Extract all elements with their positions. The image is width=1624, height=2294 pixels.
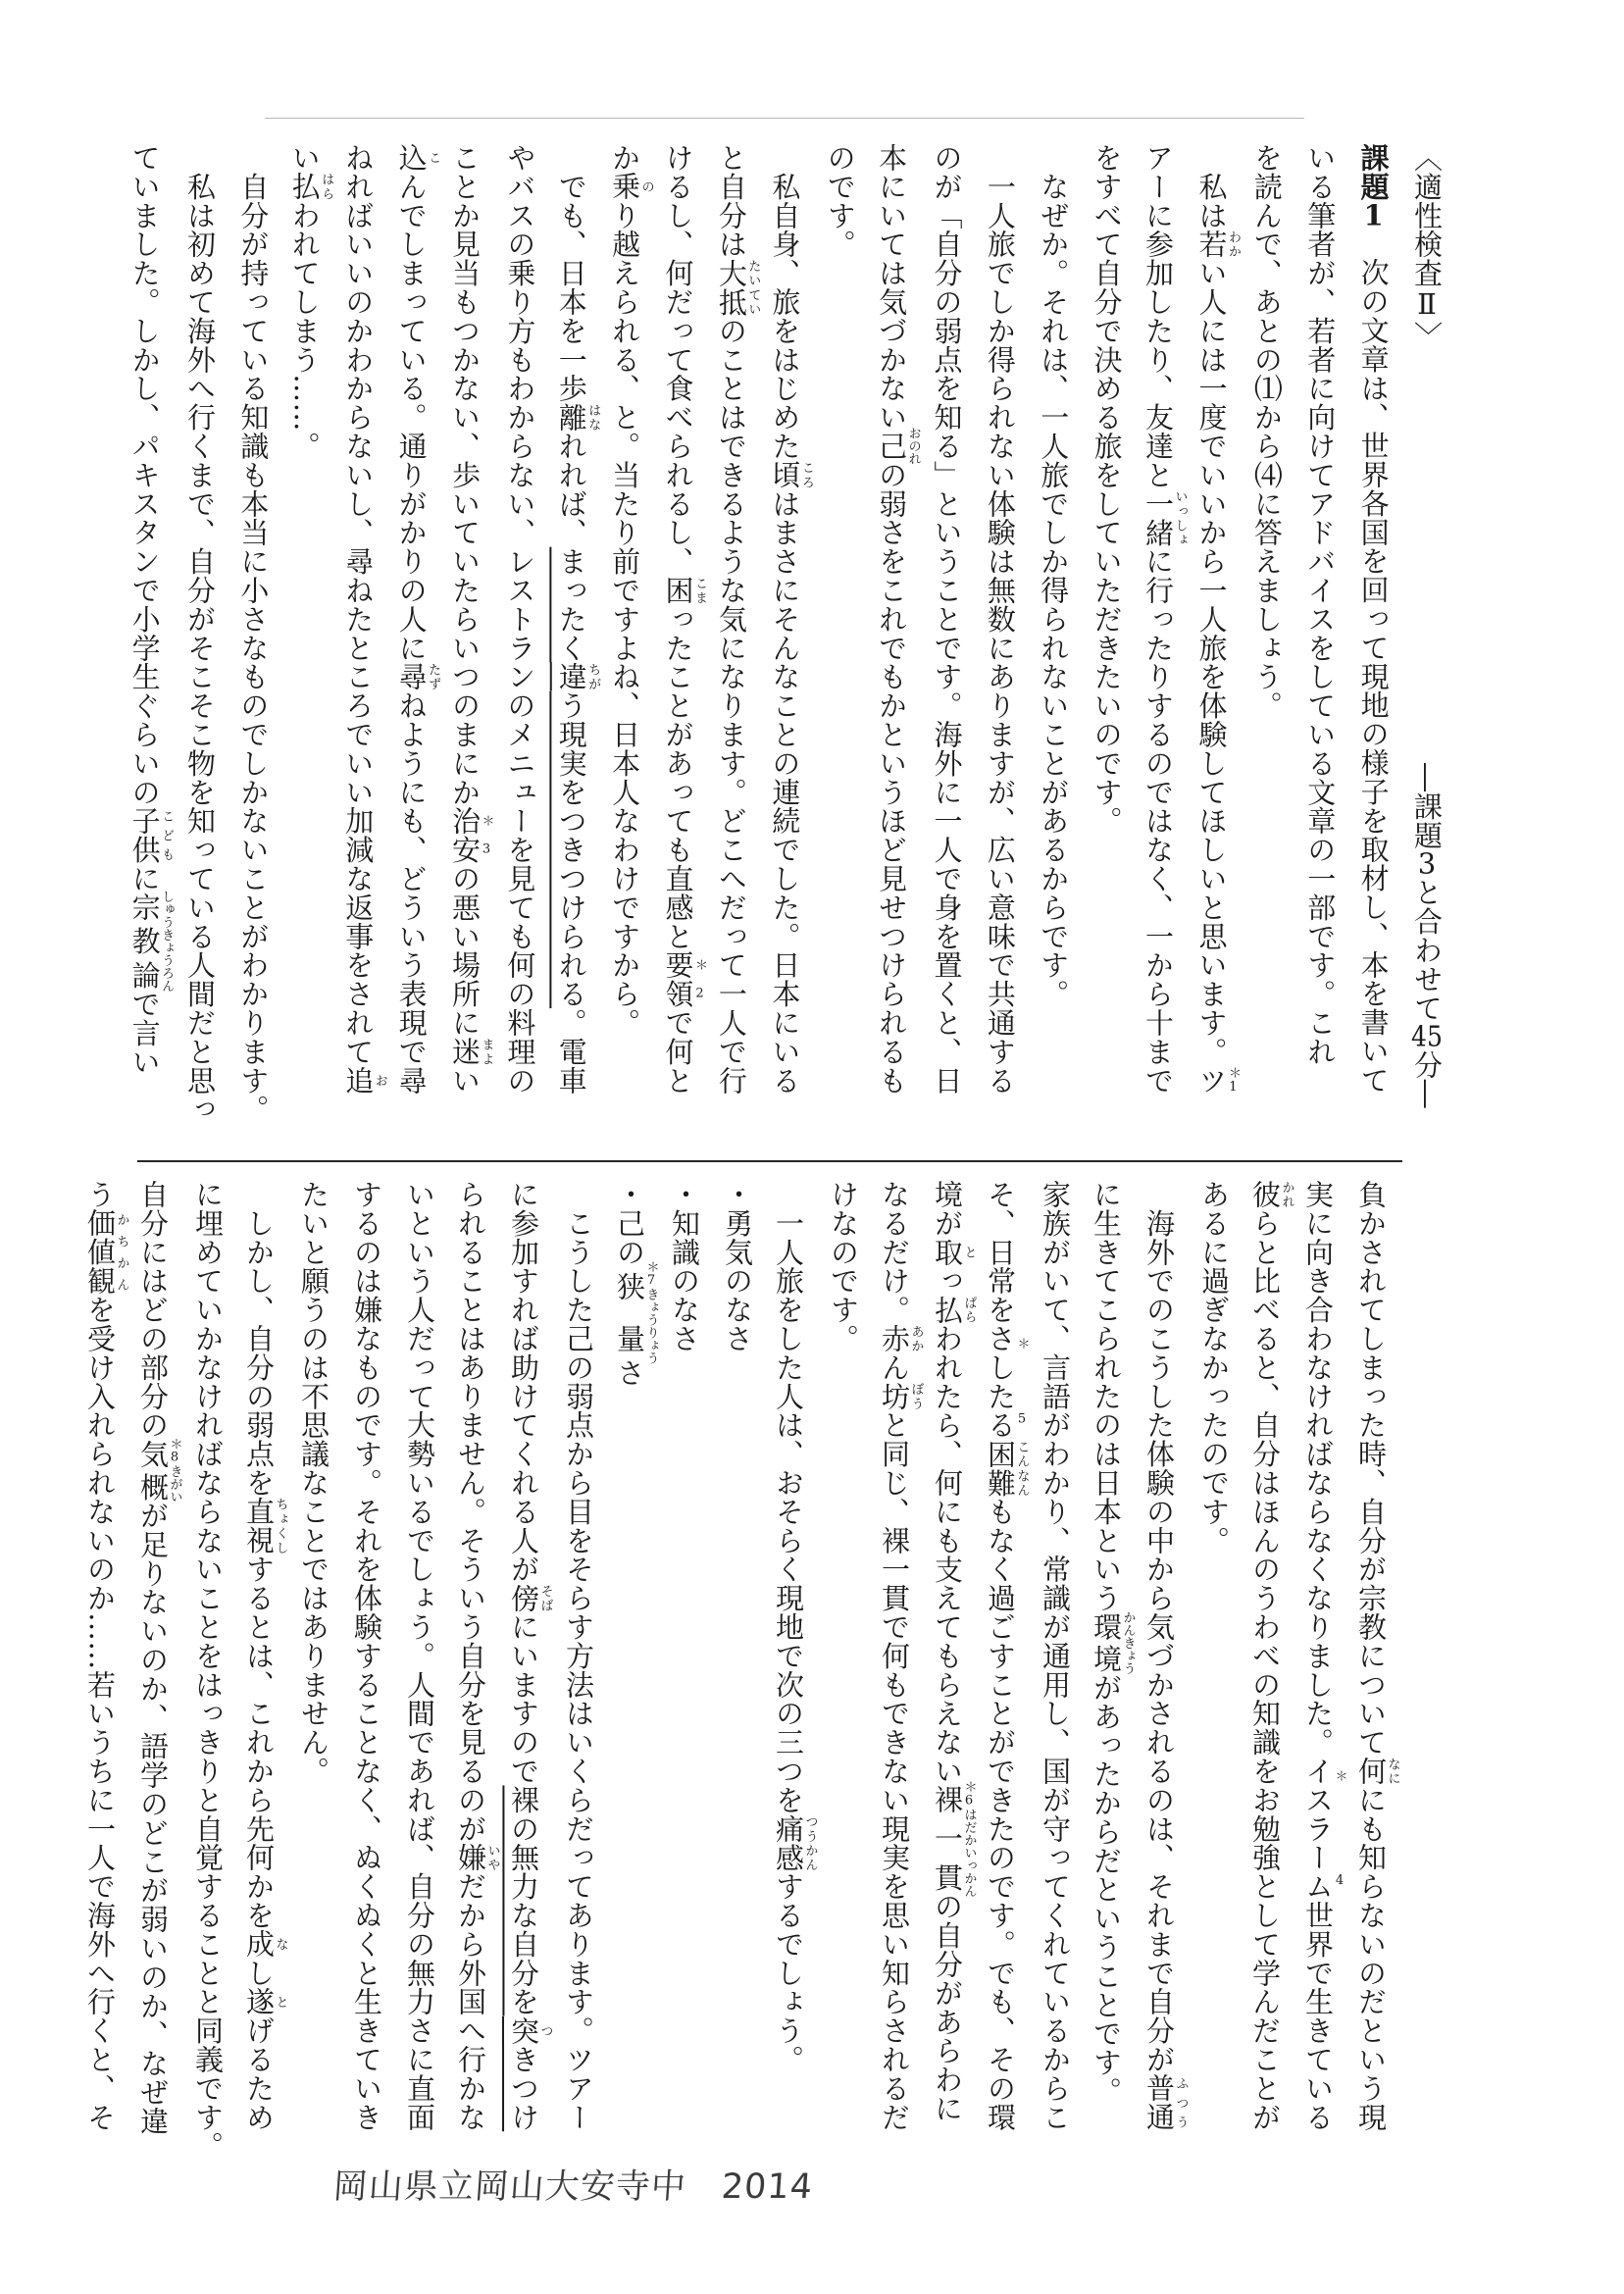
passage-line: をすべて自分で決める旅をしていただきたいのです。: [1090, 143, 1124, 836]
furigana-word: 払はら: [287, 172, 334, 201]
exam-header: [1400, 143, 1453, 1134]
furigana: こんなん: [1014, 1439, 1030, 1498]
furigana-word: 迷まよ: [447, 1037, 494, 1066]
furigana: かれ: [1279, 1180, 1294, 1209]
passage-line: ていました。しかし、パキスタンで小学生ぐらいの子供こどもに宗教論しゅうきょうろんで言い: [127, 143, 175, 1077]
passage-line: に生きてこられたのは日本という環境かんきょうがあったからだということです。: [1090, 1180, 1136, 2106]
passage-line: 私は若わかい人には一度でいいから一人旅を体験してほしいと思います。ツ＊1: [1194, 143, 1241, 1096]
passage-line: 海外でのこうした体験の中から気づかされるのは、それまで自分が普通ふつう: [1142, 1180, 1189, 2132]
passage-line: 一人旅でしか得られない体験は無数にありますが、広い意味で共通する: [983, 143, 1017, 1096]
passage-line: けなのです。: [827, 1180, 860, 1353]
passage-line: しかし、自分の弱点を直視ちょくしするとは、これから先何かを成なし遂とげるため: [242, 1180, 288, 2132]
passage-line: 課題1 次の文章は、世界各国を回って現地の様子を取材し、本を書いて: [1356, 143, 1391, 1095]
furigana: ちが: [585, 662, 601, 691]
furigana-word: 込こ: [394, 143, 441, 173]
passage-line: を読んで、あとの⑴から⑷に答えましょう。: [1249, 143, 1284, 720]
furigana-word: 赤あか: [878, 1324, 924, 1353]
time-limit: ―課題3と合わせて45分―: [1410, 762, 1444, 1108]
furigana-word: 遂と: [242, 1987, 288, 2016]
furigana: あか: [908, 1324, 924, 1353]
passage-line: するのは嫌なものです。それを体験することなく、ぬくぬくと生きていき: [350, 1180, 383, 2132]
furigana-word: 価値観かちかん: [83, 1208, 129, 1296]
passage-line: ・己の狭量＊7きょうりょうさ: [613, 1180, 659, 1388]
furigana: ＊5: [1014, 1324, 1030, 1440]
furigana: の: [638, 172, 654, 201]
furigana: ＊6はだかいっかん: [961, 1780, 977, 1898]
passage-line: けるし、何だって食べられるし、困こまったことがあっても直感と要領＊2で何と: [661, 143, 708, 1096]
passage-line: ・勇気のなさ: [721, 1180, 754, 1353]
passage-line: 実に向き合わなければならなくなりました。イスラーム＊4世界で生きている: [1301, 1180, 1347, 2132]
furigana: はら: [319, 172, 334, 201]
passage-line: 一人旅をした人は、おそらく現地で次の三つを痛感つうかんするでしょう。: [772, 1180, 818, 2074]
passage-line: 私は初めて海外へ行くまで、自分がそこそこ物を知っている人間だと思っ: [183, 143, 218, 1124]
passage-line: やバスの乗り方もわからない、レストランのメニューを見ても何の料理の: [503, 143, 537, 1096]
passage-line: 負かされてしまった時、自分が宗教について何なににも知らないのだという現: [1354, 1180, 1400, 2132]
furigana: おのれ: [905, 427, 921, 466]
passage-line: あるに過ぎなかったのです。: [1197, 1180, 1231, 1555]
annotated-word: さしたる＊5: [984, 1324, 1030, 1440]
passage-line: に参加すれば助けてくれる人が傍そばにいますので裸の無力な自分を突つきつけ: [507, 1180, 553, 2132]
furigana: いっしょ: [1172, 488, 1188, 547]
furigana: なに: [1385, 1757, 1400, 1786]
furigana: そば: [537, 1583, 553, 1612]
passage-line: ねればいいのかわからないし、尋ねたところでいい加減な返事をされて追お: [341, 143, 387, 1096]
furigana: な: [273, 1929, 288, 1959]
passage-line: いる筆者が、若者に向けてアドバイスをしている文章の一部です。これ: [1303, 143, 1338, 1066]
annotated-word: 治安＊3: [447, 806, 494, 865]
passage-line: 自分が持っている知識も本当に小さなものでしかないことがわかります。: [236, 143, 271, 1124]
passage-upper-half: [120, 143, 1453, 1134]
sidelined-phrase: まったく違ちがう現実をつきつけられる: [554, 546, 601, 1009]
annotated-word: 要領＊2: [661, 950, 708, 1009]
passage-line: 込こんでしまっている。通りがかりの人に尋たずねようにも、どういう表現で尋: [394, 143, 441, 1096]
furigana-word: 払ぱら: [931, 1295, 977, 1325]
furigana-word: 坊ぼう: [878, 1381, 924, 1411]
furigana: つ: [537, 2015, 553, 2046]
furigana-word: 頃ころ: [768, 460, 814, 489]
furigana: たいてい: [745, 258, 761, 317]
furigana-word: 乗の: [608, 172, 654, 201]
furigana: こ: [426, 143, 441, 173]
passage-line: られることはありません。そういう自分を見るのが嫌いやだから外国へ行かな: [454, 1180, 500, 2132]
section-divider: [137, 1160, 1402, 1162]
furigana: しゅうきょうろん: [159, 890, 175, 993]
exam-title: 〈適性検査Ⅱ〉: [1410, 143, 1444, 350]
annotated-word: 裸一貫＊6はだかいっかん: [931, 1780, 977, 1898]
passage-line: なぜか。それは、一人旅でしか得られないことがあるからです。: [1037, 143, 1071, 1008]
passage-line: そ、日常をさしたる＊5困難こんなんもなく過ごすことができたのです。でも、その環: [984, 1180, 1030, 2132]
passage-line: 本にいては気づかない己おのれの弱さをこれでもかというほど見せつけられるも: [875, 143, 921, 1096]
furigana: ＊8きがい: [167, 1437, 182, 1504]
furigana: と: [961, 1237, 977, 1267]
passage-lower-half: [76, 1180, 1399, 2170]
furigana-word: 困こま: [661, 576, 708, 605]
passage-line: のが「自分の弱点を知る」ということです。海外に一人で身を置くと、日: [930, 143, 964, 1096]
annotated-word: 狭量＊7きょうりょう: [613, 1260, 659, 1365]
furigana: かんきょう: [1120, 1610, 1136, 1675]
passage-line: う価値観かちかんを受け入れられないのか……若いうちに一人で海外へ行くと、そ: [83, 1180, 129, 2132]
passage-line: 彼かれらと比べると、自分はほんのうわべの知識をお勉強として学んだことが: [1248, 1180, 1294, 2132]
furigana: ＊2: [692, 950, 708, 1009]
furigana-word: 追お: [341, 1065, 387, 1096]
passage-line: と自分は大抵たいていのことはできるような気になります。どこへだって一人で行: [714, 143, 761, 1096]
scan-edge-line: [265, 118, 1304, 119]
furigana-word: 何なに: [1354, 1757, 1400, 1786]
handwritten-school-note: 岡山県立岡山大安寺中 2014: [331, 2167, 815, 2207]
sidelined-phrase: 裸の無力な自分を突つきつけ: [507, 1785, 553, 2132]
furigana: ＊7きょうりょう: [643, 1260, 659, 1365]
passage-line: たいと願うのは不思議なことではありません。: [297, 1180, 330, 1786]
task-label: 課題1: [1356, 143, 1391, 229]
furigana: ＊4: [1332, 1757, 1347, 1901]
furigana: こま: [692, 576, 708, 605]
passage-line: 私自身、旅をはじめた頃ころはまさにそんなことの連続でした。日本にいる: [768, 143, 814, 1096]
annotated-word: イスラーム＊4: [1301, 1757, 1347, 1901]
furigana-word: 突つ: [507, 2015, 553, 2046]
furigana-word: 環境かんきょう: [1090, 1610, 1136, 1675]
furigana: と: [273, 1987, 288, 2016]
furigana-word: 痛感つうかん: [772, 1813, 818, 1872]
upright-digits: 45: [1411, 1022, 1443, 1051]
furigana: お: [372, 1065, 387, 1096]
furigana: つうかん: [802, 1813, 818, 1872]
passage-line: ・知識のなさ: [668, 1180, 701, 1353]
furigana-word: 違ちが: [554, 662, 601, 691]
passage-line: 境が取とっ払ぱらわれたら、何にも支えてもらえない裸一貫＊6はだかいっかんの自分があらわに: [931, 1180, 977, 2123]
furigana: いや: [484, 1843, 500, 1872]
furigana: まよ: [479, 1037, 494, 1066]
furigana-word: 傍そば: [507, 1583, 553, 1613]
furigana-word: 困難こんなん: [984, 1439, 1030, 1498]
furigana-word: 若わか: [1194, 229, 1241, 259]
furigana-word: 嫌いや: [454, 1843, 500, 1872]
furigana-word: 成な: [242, 1929, 288, 1959]
furigana-word: 子供こども: [127, 806, 175, 865]
furigana-word: 直視ちょくし: [242, 1497, 288, 1555]
furigana-word: 離はな: [554, 402, 601, 433]
passage-line: 家族がいて、言語がわかり、常識が通用し、国が守ってくれているからこ: [1039, 1180, 1072, 2132]
furigana-word: 尋たず: [394, 662, 441, 691]
passage-line: か乗のり越えられる、と。当たり前ですよね、日本人なわけですから。: [608, 143, 654, 1038]
furigana: ＊3: [479, 806, 494, 865]
upright-digits: 3: [1417, 849, 1437, 879]
passage-line: なるだけ。赤あかん坊ぼうと同じ、裸一貫で何もできない現実を思い知らされるだ: [878, 1180, 924, 2132]
passage-line: ことか見当もつかない、歩いていたらいつのまにか治安＊3の悪い場所に迷まよい: [447, 143, 494, 1096]
furigana: こども: [159, 806, 175, 865]
passage-line: でも、日本を一歩離はなれれば、まったく違ちがう現実をつきつけられる。電車: [554, 143, 601, 1096]
furigana: ＊1: [1225, 1065, 1241, 1096]
upright-digits: 1: [1363, 200, 1384, 229]
furigana: ふつう: [1173, 2073, 1189, 2132]
furigana-word: 一緒いっしょ: [1142, 488, 1188, 547]
passage-line: いという人だって大勢いるでしょう。人間であれば、自分の無力さに直面: [403, 1180, 436, 2132]
furigana-word: 彼かれ: [1248, 1180, 1294, 1209]
passage-line: のです。: [823, 143, 857, 259]
passage-line: こうした己の弱点から目をそらす方法はいくらだってあります。ツアー: [562, 1180, 595, 2132]
furigana: ちょくし: [273, 1497, 288, 1555]
furigana-word: 大抵たいてい: [714, 258, 761, 317]
furigana: ころ: [798, 460, 814, 489]
annotated-word: ツ＊1: [1194, 1065, 1241, 1096]
furigana-word: 宗教論しゅうきょうろん: [127, 890, 175, 993]
passage-line: に埋めていかなければならないことをはっきりと自覚することと同義です。: [191, 1180, 225, 2161]
furigana: ぱら: [961, 1295, 977, 1325]
passage-line: アーに参加したり、友達と一緒いっしょに行ったりするのではなく、一から十まで: [1142, 143, 1188, 1096]
furigana: たず: [426, 662, 441, 691]
passage-line: 自分にはどの部分の気概＊8きがいが足りないのか、語学のどこが弱いのか、なぜ違: [136, 1180, 182, 2136]
furigana-word: 己おのれ: [875, 427, 921, 466]
passage-line: い払はらわれてしまう……。: [287, 143, 334, 461]
furigana: ぼう: [908, 1381, 924, 1411]
furigana: かちかん: [114, 1208, 129, 1296]
furigana-word: 普通ふつう: [1142, 2073, 1189, 2132]
furigana-word: 取と: [931, 1237, 977, 1267]
furigana: はな: [585, 402, 601, 432]
annotated-word: 気概＊8きがい: [136, 1437, 182, 1504]
furigana: わか: [1225, 229, 1241, 259]
